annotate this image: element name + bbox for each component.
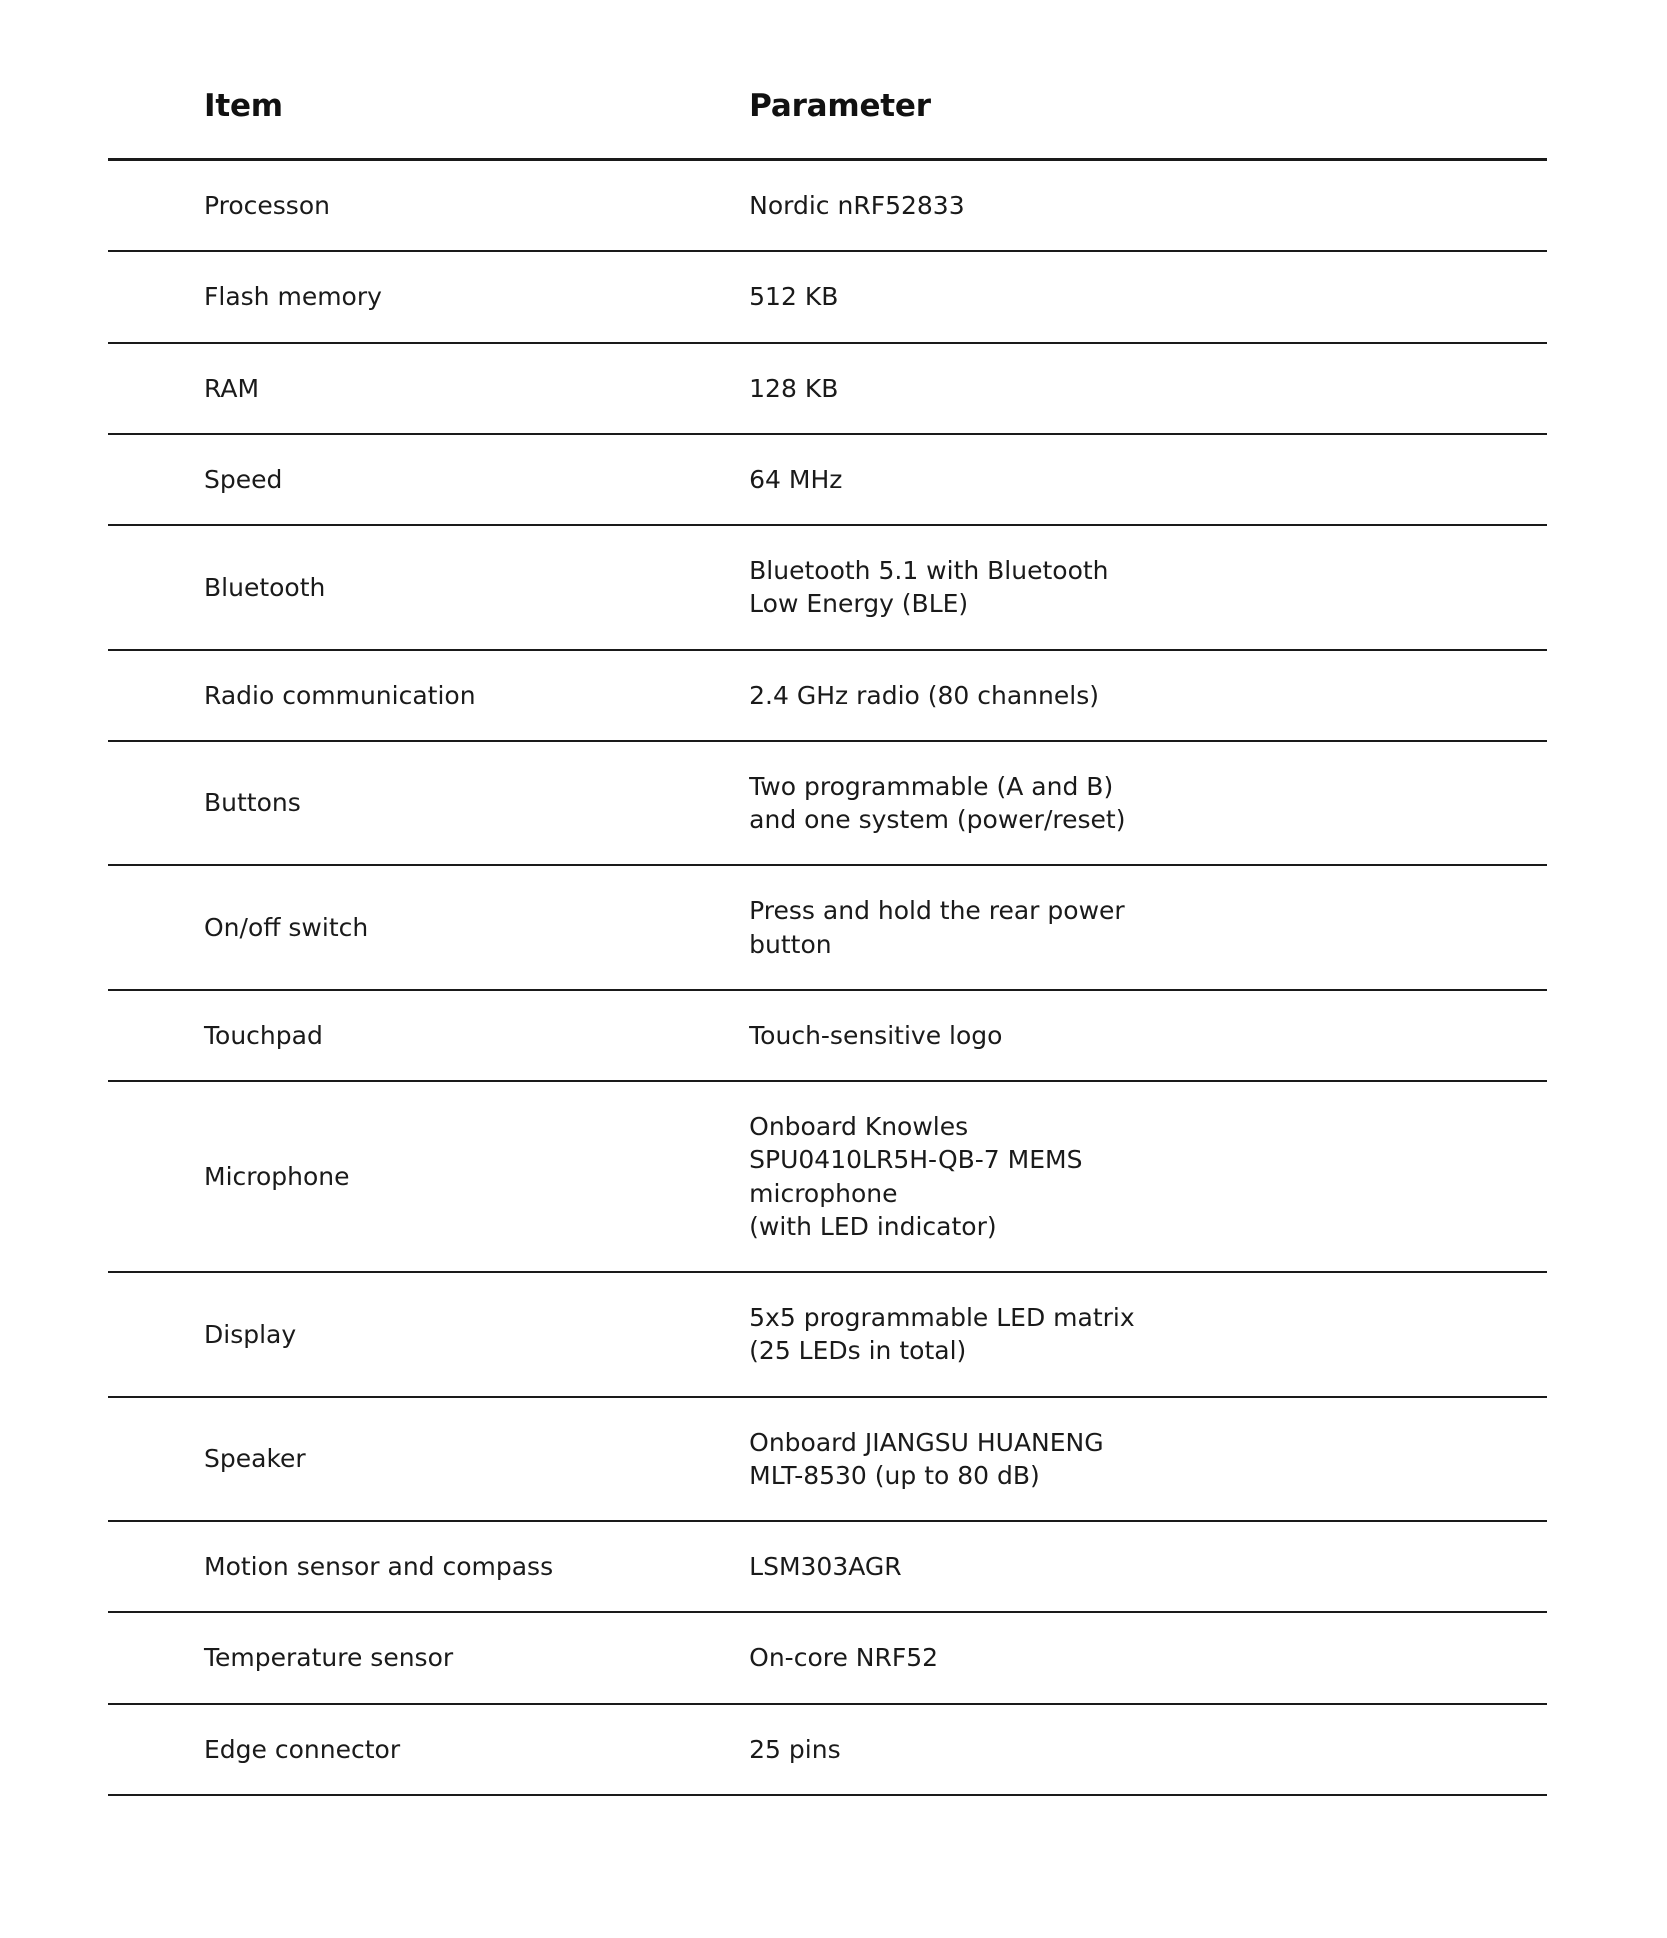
table-row	[108, 1521, 1547, 1612]
row-parameter-value	[741, 1521, 1547, 1612]
row-item-label: Microphone	[204, 1161, 350, 1191]
row-item-label: Temperature sensor	[204, 1643, 454, 1673]
table-row	[108, 525, 1547, 650]
parameter-line: 5x5 programmable LED matrix	[749, 1303, 1135, 1332]
row-parameter-value	[741, 434, 1547, 525]
row-item-label: Speed	[204, 464, 283, 494]
table-row	[108, 741, 1547, 866]
parameter-line: Touch-sensitive logo	[749, 1020, 1003, 1050]
table-row	[108, 1704, 1547, 1795]
table-body	[108, 160, 1547, 1795]
parameter-line: 64 MHz	[749, 464, 843, 494]
table-row	[108, 1272, 1547, 1397]
parameter-line: 2.4 GHz radio (80 channels)	[749, 680, 1099, 710]
row-item-label: On/off switch	[204, 912, 369, 942]
table-row	[108, 1612, 1547, 1703]
row-parameter-value	[741, 251, 1547, 342]
row-item-label: Flash memory	[204, 282, 382, 312]
table-row	[108, 650, 1547, 741]
row-parameter-value	[741, 1612, 1547, 1703]
row-parameter-value	[741, 990, 1547, 1081]
row-item-label: Processon	[204, 191, 330, 220]
parameter-line: 128 KB	[749, 373, 839, 403]
parameter-line: button	[749, 929, 832, 959]
row-item-label: Edge connector	[204, 1734, 401, 1764]
parameter-line: microphone	[749, 1178, 898, 1208]
parameter-line: (25 LEDs in total)	[749, 1336, 967, 1366]
table-row	[108, 865, 1547, 990]
parameter-line: and one system (power/reset)	[749, 805, 1126, 834]
parameter-line: 512 KB	[749, 282, 839, 312]
row-parameter-value	[741, 865, 1547, 990]
parameter-line: Low Energy (BLE)	[749, 589, 969, 619]
row-item-label: Bluetooth	[204, 572, 326, 602]
table-row	[108, 343, 1547, 434]
row-parameter-value	[741, 1704, 1547, 1795]
table-header	[108, 88, 1547, 160]
column-header-parameter: Parameter	[749, 88, 931, 124]
table-row	[108, 434, 1547, 525]
row-parameter-value	[741, 741, 1547, 866]
parameter-line: MLT-8530 (up to 80 dB)	[749, 1460, 1040, 1490]
parameter-line: Two programmable (A and B)	[749, 771, 1114, 801]
specifications-table	[108, 88, 1547, 1796]
row-item-label: Buttons	[204, 788, 301, 818]
row-parameter-value	[741, 525, 1547, 650]
row-parameter-value	[741, 343, 1547, 434]
header-row	[108, 88, 1547, 160]
parameter-line: Onboard JIANGSU HUANENG	[749, 1427, 1104, 1457]
parameter-line: LSM303AGR	[749, 1552, 902, 1581]
row-item-label: Motion sensor and compass	[204, 1552, 554, 1581]
table-row	[108, 990, 1547, 1081]
row-item-label: Speaker	[204, 1444, 306, 1474]
column-header-item: Item	[204, 88, 283, 124]
row-parameter-value	[741, 1397, 1547, 1522]
row-item-label: Radio communication	[204, 680, 476, 710]
row-parameter-value	[741, 650, 1547, 741]
parameter-line: Bluetooth 5.1 with Bluetooth	[749, 556, 1109, 585]
table-row	[108, 1397, 1547, 1522]
row-item-label: RAM	[204, 373, 260, 403]
table-row	[108, 1081, 1547, 1272]
row-item-label: Display	[204, 1319, 297, 1349]
table-row	[108, 251, 1547, 342]
table-row	[108, 160, 1547, 252]
parameter-line: Press and hold the rear power	[749, 896, 1125, 926]
row-parameter-value	[741, 1081, 1547, 1272]
row-parameter-value	[741, 1272, 1547, 1397]
parameter-line: On-core NRF52	[749, 1643, 939, 1673]
parameter-line: 25 pins	[749, 1734, 841, 1764]
parameter-line: Onboard Knowles	[749, 1112, 969, 1141]
row-item-label: Touchpad	[204, 1020, 323, 1050]
parameter-line: Nordic nRF52833	[749, 191, 965, 220]
parameter-line: (with LED indicator)	[749, 1211, 997, 1241]
parameter-line: SPU0410LR5H-QB-7 MEMS	[749, 1145, 1083, 1175]
row-parameter-value	[741, 160, 1547, 252]
